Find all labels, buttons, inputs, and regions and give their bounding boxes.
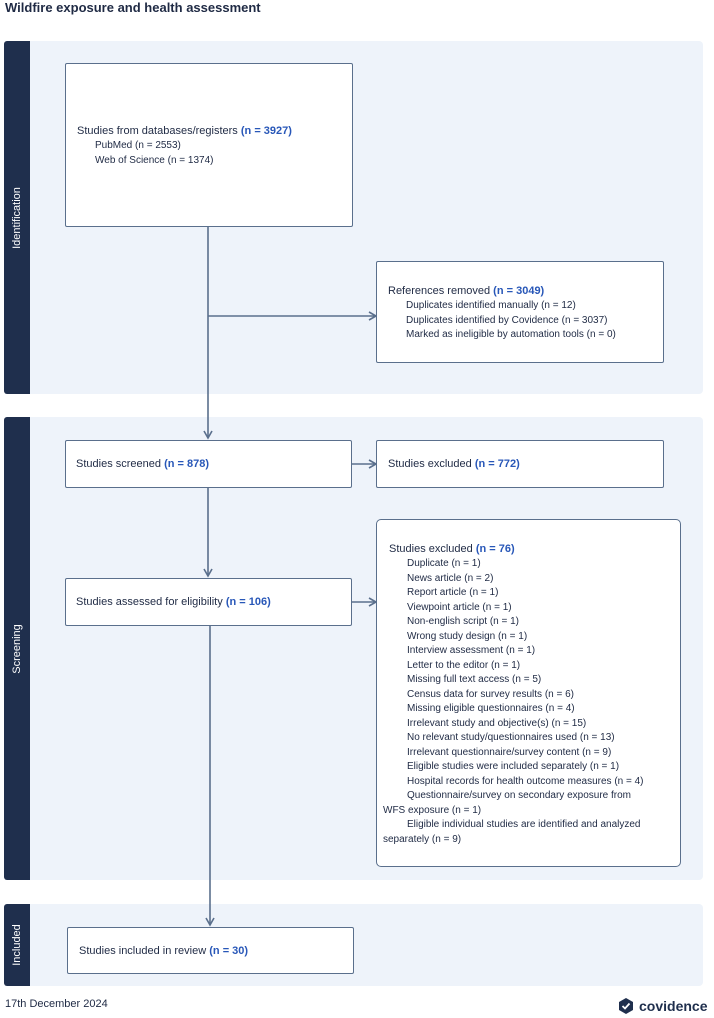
identification-heading-line [77, 124, 342, 139]
eligibility-heading-line [76, 595, 341, 610]
full-text-excluded-box [376, 519, 681, 867]
exclusion-reason: Missing eligible questionnaires (n = 4) [407, 703, 575, 714]
identification-heading: Studies from databases/registers [77, 125, 238, 137]
excluded1-heading: Studies excluded [388, 458, 472, 470]
removed-heading-line [388, 284, 653, 299]
excluded2-heading-line [389, 542, 672, 557]
exclusion-reason: Non-english script (n = 1) [407, 616, 519, 627]
exclusion-reason: Viewpoint article (n = 1) [407, 601, 512, 613]
included-box [67, 927, 354, 974]
references-removed-box [376, 261, 664, 363]
included-count: (n = 30) [209, 945, 249, 957]
footer-date: 17th December 2024 [5, 998, 108, 1010]
screening-label-text: Screening [11, 623, 23, 674]
included-label-text: Included [11, 924, 23, 966]
exclusion-reason: Irrelevant study and objective(s) (n = 15) [407, 717, 587, 729]
removed-item: Marked as ineligible by automation tools (n = 0) [406, 329, 616, 340]
exclusion-reason: Hospital records for health outcome measures (n = 4) [407, 775, 644, 787]
identification-count: (n = 3927) [240, 125, 292, 137]
identification-item: PubMed (n = 2553) [95, 140, 181, 151]
exclusion-reason: Missing full text access (n = 5) [407, 674, 542, 685]
exclusion-reason: Interview assessment (n = 1) [407, 645, 536, 656]
included-heading-line [79, 944, 343, 959]
eligibility-count: (n = 106) [225, 596, 271, 608]
excluded1-count: (n = 772) [474, 458, 520, 470]
screened-count: (n = 878) [164, 458, 209, 470]
exclusion-reason: News article (n = 2) [407, 572, 494, 584]
page-title: Wildfire exposure and health assessment [5, 0, 261, 15]
removed-heading: References removed [388, 285, 491, 297]
exclusion-reason: Wrong study design (n = 1) [407, 630, 528, 642]
exclusion-reason-continued: WFS exposure (n = 1) [383, 804, 482, 816]
screened-heading-line [76, 457, 341, 472]
excluded2-count: (n = 76) [475, 543, 515, 555]
exclusion-reason: Report article (n = 1) [407, 587, 499, 598]
identification-item: Web of Science (n = 1374) [95, 154, 214, 166]
covidence-logo [617, 996, 707, 1016]
exclusion-reason: Census data for survey results (n = 6) [407, 688, 575, 700]
covidence-logo-icon [617, 997, 635, 1015]
studies-excluded-box [376, 440, 664, 488]
eligibility-box [65, 578, 352, 626]
removed-count: (n = 3049) [493, 285, 545, 297]
exclusion-reason: Questionnaire/survey on secondary exposure from [407, 790, 632, 801]
exclusion-reason: Eligible individual studies are identified and analyzed [407, 819, 641, 830]
exclusion-reason: Duplicate (n = 1) [407, 558, 481, 569]
identification-box [65, 63, 353, 227]
excluded2-heading: Studies excluded [389, 543, 473, 555]
studies-screened-box [65, 440, 352, 488]
exclusion-reason: Letter to the editor (n = 1) [407, 659, 521, 671]
covidence-logo-text: covidence [639, 998, 708, 1014]
included-heading: Studies included in review [79, 945, 207, 957]
exclusion-reason: Irrelevant questionnaire/survey content (n = 9) [407, 746, 612, 758]
exclusion-reason: No relevant study/questionnaires used (n = 13) [407, 732, 615, 743]
removed-item: Duplicates identified manually (n = 12) [406, 300, 576, 311]
eligibility-heading: Studies assessed for eligibility [76, 596, 223, 608]
screened-heading: Studies screened [76, 458, 161, 470]
excluded1-heading-line [388, 457, 653, 472]
identification-label-text: Identification [11, 186, 23, 249]
exclusion-reason-continued: separately (n = 9) [383, 833, 462, 845]
removed-item: Duplicates identified by Covidence (n = 3037) [406, 314, 608, 326]
exclusion-reason: Eligible studies were included separately (n = 1) [407, 761, 620, 772]
